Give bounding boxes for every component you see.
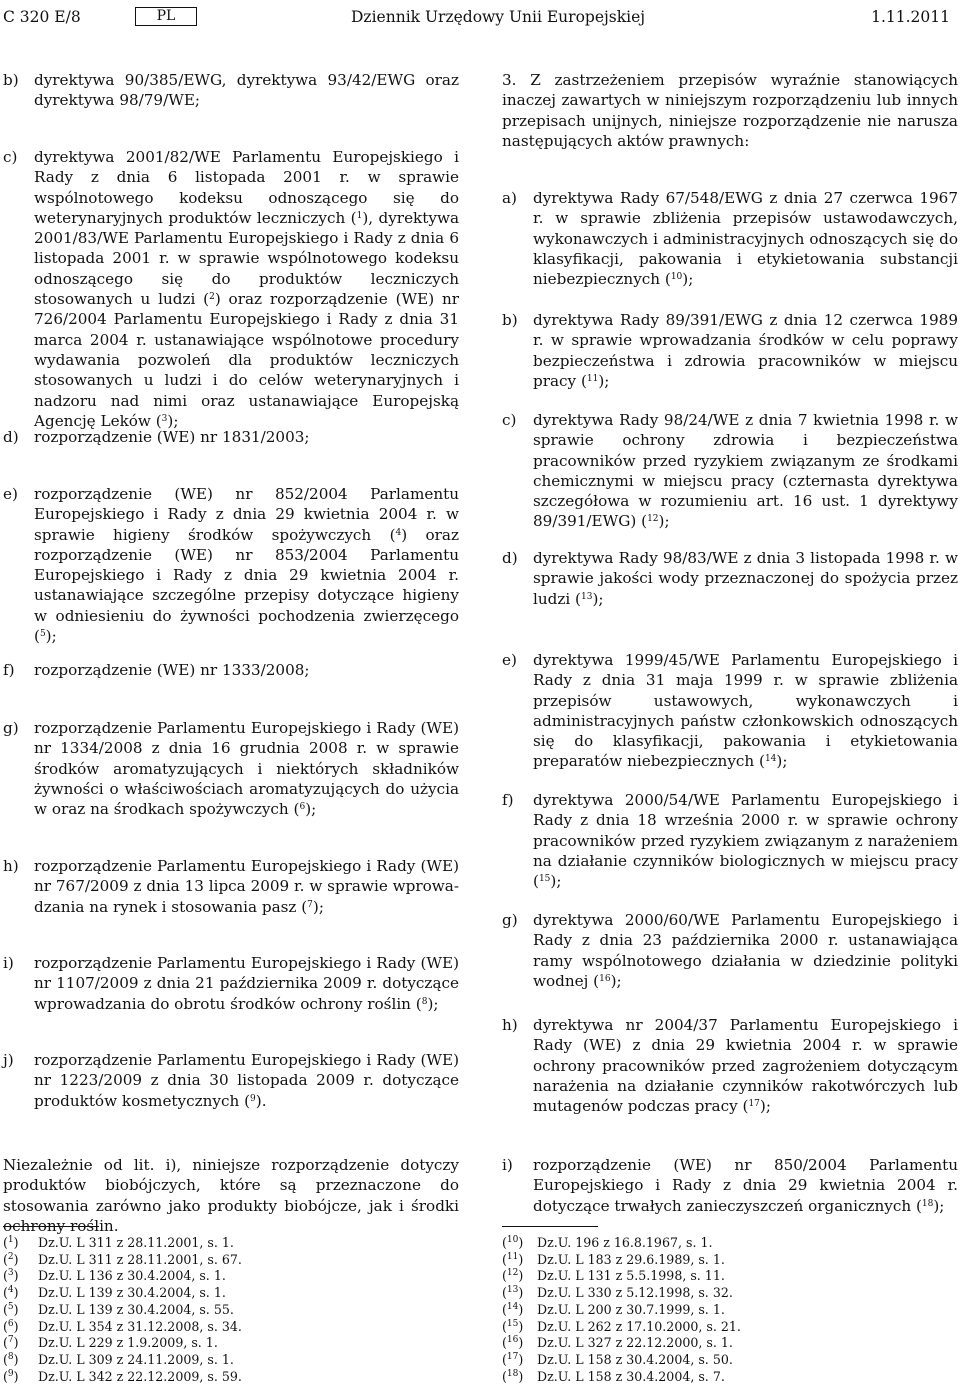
footnote-separator-right: [502, 1226, 598, 1227]
item-label: g): [502, 911, 518, 929]
footnote-text: Dz.U. L 311 z 28.11.2001, s. 1.: [38, 1235, 234, 1250]
item-text: dyrektywa 2000/54/WE Parlamentu Europejskiego i Rady z dnia 18 września 2000 r. w sprawie ochrony pracowników przed ryzykiem związanym z narażeniem na działanie czynników biologicznych w miejscu pracy ($^{15}$);: [533, 791, 958, 891]
item-label: b): [502, 311, 518, 329]
item-label: c): [3, 148, 18, 166]
footnote-text: Dz.U. L 158 z 30.4.2004, s. 50.: [537, 1351, 733, 1367]
list-item-c: [3, 147, 459, 431]
list-item-h: [3, 856, 459, 917]
item-text: dyrektywa Rady 67/548/EWG z dnia 27 czerwca 1967 r. w sprawie zbliżenia przepisów ustawodawczych, wykonawczych i administracyjnych odnoszących się do klasyfikacji, pakowania i etykietowania substancji niebezpiecznych ($^{10}$);: [533, 189, 958, 289]
page-header: [0, 6, 960, 28]
footnote: ($^{14}$) Dz.U. L 200 z 30.7.1999, s. 1.: [502, 1301, 725, 1317]
footnote: ($^4$) Dz.U. L 139 z 30.4.2004, s. 1.: [3, 1285, 226, 1301]
footnote-text: Dz.U. 196 z 16.8.1967, s. 1.: [537, 1235, 713, 1250]
footnote: ($^9$) Dz.U. L 342 z 22.12.2009, s. 59.: [3, 1368, 242, 1384]
list-item-a: [502, 188, 958, 289]
footnote-text: Dz.U. L 139 z 30.4.2004, s. 55.: [38, 1301, 234, 1317]
language-badge: PL: [135, 7, 197, 26]
footnote-text: Dz.U. L 330 z 5.12.1998, s. 32.: [537, 1285, 733, 1301]
journal-title: Dziennik Urzędowy Unii Europejskiej: [351, 8, 646, 26]
item-text: dyrektywa 2001/82/WE Parlamentu Europejskiego i Rady z dnia 6 listopada 2001 r. w sprawie wspólnotowego kodeksu odnoszącego się do weterynaryjnych produktów leczniczych ($^1$), dyrektywa 2001/83/WE Parlamentu Europejskiego i Rady z dnia 6 listopada 2001 r. w sprawie wspólnotowego kodeksu odnoszącego się do produktów leczniczych stosowanych u ludzi ($^2$) oraz rozporządzenie (WE) nr 726/2004 Parlamentu Europejskiego i Rady z dnia 31 marca 2004 r. ustanawiające wspólnotowe procedury wydawania pozwoleń dla produktów leczniczych stosowanych u ludzi i do celów weterynaryjnych i nadzoru nad nimi oraz ustanawiające Europejską Agencję Leków ($^3$);: [34, 148, 459, 430]
footnote: ($^2$) Dz.U. L 311 z 28.11.2001, s. 67.: [3, 1251, 242, 1267]
item-label: b): [3, 71, 19, 89]
footnote-text: Dz.U. L 342 z 22.12.2009, s. 59.: [38, 1368, 242, 1384]
footnote: ($^{12}$) Dz.U. L 131 z 5.5.1998, s. 11.: [502, 1268, 725, 1284]
list-item-d: [502, 548, 958, 609]
footnote-text: Dz.U. L 229 z 1.9.2009, s. 1.: [38, 1335, 218, 1351]
item-label: g): [3, 719, 19, 737]
item-text: rozporządzenie Parlamentu Europejskiego i Rady (WE) nr 1334/2008 z dnia 16 grudnia 2008 r. w sprawie środków aromatyzujących i niektórych składników żywności o właściwościach aromatyzujących do użycia w oraz na środkach spożywczych ($^6$);: [34, 719, 459, 819]
footnote: ($^6$) Dz.U. L 354 z 31.12.2008, s. 34.: [3, 1318, 242, 1334]
list-item-c: [502, 410, 958, 532]
footnote-text: Dz.U. L 136 z 30.4.2004, s. 1.: [38, 1268, 226, 1284]
footnote-text: Dz.U. L 139 z 30.4.2004, s. 1.: [38, 1285, 226, 1301]
item-text: dyrektywa 90/385/EWG, dyrektywa 93/42/EWG oraz dyrektywa 98/79/WE;: [34, 71, 459, 110]
item-text: rozporządzenie (WE) nr 1333/2008;: [34, 661, 310, 679]
footnote: ($^{13}$) Dz.U. L 330 z 5.12.1998, s. 32.: [502, 1285, 733, 1301]
item-text: rozporządzenie Parlamentu Europejskiego i Rady (WE) nr 1107/2009 z dnia 21 października 2009 r. dotyczące wprowadzania do obrotu środków ochrony roślin ($^8$);: [34, 954, 459, 1013]
footnote-separator-left: [3, 1226, 99, 1227]
list-item-e: [502, 650, 958, 772]
item-label: f): [3, 661, 15, 679]
item-text: dyrektywa Rady 89/391/EWG z dnia 12 czerwca 1989 r. w sprawie wprowadzania środków w celu poprawy bezpieczeństwa i zdrowia pracowników w miejscu pracy ($^{11}$);: [533, 311, 958, 390]
item-text: rozporządzenie Parlamentu Europejskiego i Rady (WE) nr 1223/2009 z dnia 30 listopada 2009 r. dotyczące produktów kosmetycznych ($^9$).: [34, 1051, 459, 1110]
item-label: i): [3, 954, 14, 972]
footnote-text: Dz.U. L 327 z 22.12.2000, s. 1.: [537, 1335, 733, 1351]
list-item-b: [502, 310, 958, 391]
list-item-b: [3, 70, 459, 111]
footnote-text: Dz.U. L 354 z 31.12.2008, s. 34.: [38, 1318, 242, 1334]
list-item-d: [3, 427, 459, 447]
item-text: rozporządzenie (WE) nr 1831/2003;: [34, 428, 310, 446]
intro-paragraph: 3. Z zastrzeżeniem przepisów wyraźnie stanowiących inaczej zawartych w niniejszym rozporządzeniu lub innych przepisach unijnych, niniejsze rozporządzenie nie narusza następujących aktów prawnych:: [502, 71, 958, 150]
item-label: f): [502, 791, 514, 809]
footnote-text: Dz.U. L 183 z 29.6.1989, s. 1.: [537, 1251, 725, 1267]
list-item-g: [502, 910, 958, 991]
footnote-text: Dz.U. L 262 z 17.10.2000, s. 21.: [537, 1318, 741, 1334]
item-text: dyrektywa Rady 98/83/WE z dnia 3 listopada 1998 r. w sprawie jakości wody przeznaczonej do spożycia przez ludzi ($^{13}$);: [533, 549, 958, 608]
item-label: c): [502, 411, 517, 429]
item-text: dyrektywa 1999/45/WE Parlamentu Europejskiego i Rady z dnia 31 maja 1999 r. w sprawie zbliżenia przepisów ustawowych, wykonawczych i administracyjnych państw członkowskich odnoszących się do klasyfikacji, pakowania i etykietowania preparatów niebezpiecznych ($^{14}$);: [533, 651, 958, 771]
item-text: rozporządzenie (WE) nr 850/2004 Parlamentu Europejskiego i Rady z dnia 29 kwietnia 2004 r. dotyczące trwałych zanieczyszczeń organicznych ($^{18}$);: [533, 1156, 958, 1215]
item-text: dyrektywa nr 2004/37 Parlamentu Europejskiego i Rady (WE) z dnia 29 kwietnia 2004 r. w sprawie ochrony pracowników przed zagrożeniem dotyczącym narażenia na działanie czynników rakotwórczych lub mutagenów podczas pracy ($^{17}$);: [533, 1016, 958, 1116]
footnote: ($^3$) Dz.U. L 136 z 30.4.2004, s. 1.: [3, 1268, 226, 1284]
list-item-f: [3, 660, 459, 680]
footnote-text: Dz.U. L 200 z 30.7.1999, s. 1.: [537, 1301, 725, 1317]
footnote: ($^{17}$) Dz.U. L 158 z 30.4.2004, s. 50.: [502, 1351, 733, 1367]
item-label: i): [502, 1156, 513, 1174]
footnote-text: Dz.U. L 311 z 28.11.2001, s. 67.: [38, 1251, 242, 1267]
publication-date: 1.11.2011: [871, 8, 950, 26]
list-item-j: [3, 1050, 459, 1111]
footnote: ($^{18}$) Dz.U. L 158 z 30.4.2004, s. 7.: [502, 1368, 725, 1384]
list-item-h: [502, 1015, 958, 1116]
footnote: ($^1$) Dz.U. L 311 z 28.11.2001, s. 1.: [3, 1235, 234, 1250]
item-label: d): [502, 549, 518, 567]
footnote: ($^{11}$) Dz.U. L 183 z 29.6.1989, s. 1.: [502, 1251, 725, 1267]
list-item-i: [502, 1155, 958, 1216]
footnote-text: Dz.U. L 158 z 30.4.2004, s. 7.: [537, 1368, 725, 1384]
footnotes-left: [3, 1235, 242, 1385]
list-item-f: [502, 790, 958, 891]
closing-paragraph: Niezależnie od lit. i), niniejsze rozporządzenie dotyczy produktów biobójczych, które są przeznaczone do stosowania zarówno jako produkty biobójcze, jak i środki ochrony roślin.: [3, 1156, 459, 1235]
item-text: dyrektywa 2000/60/WE Parlamentu Europejskiego i Rady z dnia 23 października 2000 r. ustanawiająca ramy wspólnotowego działania w dziedzinie polityki wodnej ($^{16}$);: [533, 911, 958, 990]
list-item-e: [3, 484, 459, 646]
item-label: h): [502, 1016, 518, 1034]
list-item-g: [3, 718, 459, 819]
item-text: rozporządzenie Parlamentu Europejskiego i Rady (WE) nr 767/2009 z dnia 13 lipca 2009 r. w sprawie wprowadzania na rynek i stosowania pasz ($^7$);: [34, 857, 459, 916]
footnote: ($^7$) Dz.U. L 229 z 1.9.2009, s. 1.: [3, 1335, 218, 1351]
footnote: ($^{15}$) Dz.U. L 262 z 17.10.2000, s. 21.: [502, 1318, 741, 1334]
item-label: j): [3, 1051, 14, 1069]
item-label: e): [3, 485, 18, 503]
item-text: rozporządzenie (WE) nr 852/2004 Parlamentu Europejskiego i Rady z dnia 29 kwietnia 2004 r. w sprawie higieny środków spożywczych ($^4$) oraz rozporządzenie (WE) nr 853/2004 Parlamentu Europejskiego i Rady z dnia 29 kwietnia 2004 r. ustanawiające szczególne przepisy dotyczące higieny w odniesieniu do żywności pochodzenia zwierzęcego ($^5$);: [34, 485, 459, 646]
footnote: ($^5$) Dz.U. L 139 z 30.4.2004, s. 55.: [3, 1301, 234, 1317]
footnote-text: Dz.U. L 131 z 5.5.1998, s. 11.: [537, 1268, 725, 1284]
item-label: d): [3, 428, 19, 446]
item-label: h): [3, 857, 19, 875]
item-label: e): [502, 651, 517, 669]
item-label: a): [502, 189, 517, 207]
footnote-text: Dz.U. L 309 z 24.11.2009, s. 1.: [38, 1351, 234, 1367]
list-item-i: [3, 953, 459, 1014]
footnotes-right: [502, 1235, 741, 1385]
footnote: ($^{10}$) Dz.U. 196 z 16.8.1967, s. 1.: [502, 1235, 713, 1250]
footnote: ($^{16}$) Dz.U. L 327 z 22.12.2000, s. 1.: [502, 1335, 733, 1351]
footnote: ($^8$) Dz.U. L 309 z 24.11.2009, s. 1.: [3, 1351, 234, 1367]
item-text: dyrektywa Rady 98/24/WE z dnia 7 kwietnia 1998 r. w sprawie ochrony zdrowia i bezpieczeństwa pracowników przed ryzykiem związanym ze środkami chemicznymi w miejscu pracy (czternasta dyrektywa szczegółowa w rozumieniu art. 16 ust. 1 dyrektywy 89/391/EWG) ($^{12}$);: [533, 411, 958, 531]
page-reference: C 320 E/8: [3, 8, 81, 26]
